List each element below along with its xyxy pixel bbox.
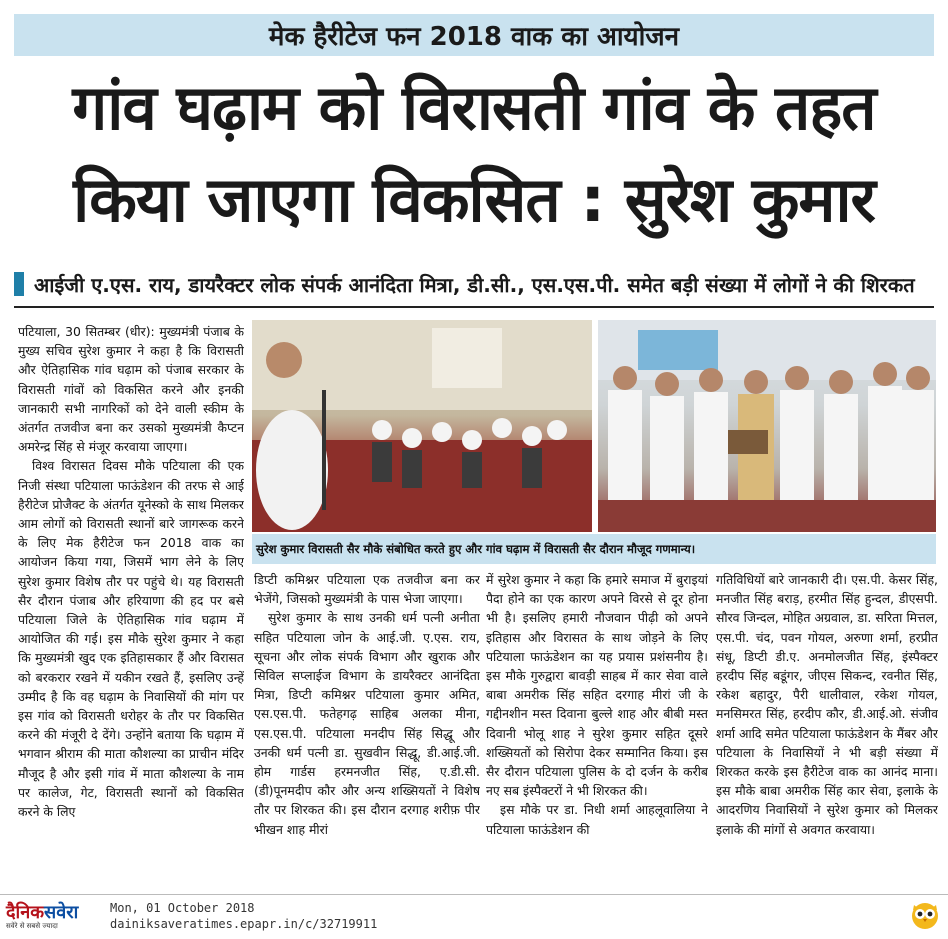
- photo-speech-illustration: [252, 320, 592, 532]
- logo-tagline: सवेरे से सबसे ज्यादा: [6, 922, 58, 930]
- logo-part-1: दैनिक: [6, 902, 45, 923]
- kicker-banner: मेक हैरीटेज फन 2018 वाक का आयोजन: [14, 14, 934, 56]
- edition-meta: [110, 900, 377, 932]
- article-column-4: [716, 570, 938, 882]
- paragraph: गतिविधियों बारे जानकारी दी। एस.पी. केसर सिंह, मनजीत सिंह बराड़, हरमीत सिंह हुन्दल, डीएसपी. सौरव जिन्दल, मोहित अग्रवाल, डा. सरिता मित्तल, एस.पी. चंद, पवन गोयल, अरुणा शर्मा, हरप्रीत संधू, डिप्टी डी.ए. अनमोलजीत सिंह, इंस्पैक्टर हरदीप सिंह बडूंगर, जीएस सिकन्द, रवनीत सिंह, रकेश बहादुर, पैरी धालीवाल, रकेश गोयल, मनसिमरत सिंह, हरदीप कौर, डी.आई.ओ. संजीव शर्मा आदि समेत पटियाला फाऊंडेशन के मैंबर और पटियाला के निवासियों ने भी बड़ी संख्या में शिरकत करके इस हैरीटेज वाक का आनंद माना। इस मौके बाबा अमरीक सिंह कार सेवा, इलाके के आदरणिय निवासियों ने सुरेश कुमार को मिलकर इलाके की मांगों से अवगत करवाया।: [716, 572, 938, 837]
- headline-line-1: गांव घढ़ाम को विरासती गांव के तहत: [72, 71, 876, 144]
- paragraph: सुरेश कुमार के साथ उनकी धर्म पत्नी अनीता सहित पटियाला जोन के आई.जी. ए.एस. राय, सूचना और लोक संपर्क विभाग और खुराक और सिविल सप्लाईज विभाग के डायरैक्टर आनंदिता मित्रा, डिप्टी कमिश्नर पटियाला कुमार अमित, एस.एस.पी. फतेहगढ़ साहिब अलका मीना, एस.एस.पी. पटियाला मनदीप सिंह सिद्धू और उनकी धर्म पत्नी डा. सुखवीन सिद्धू, डी.आई.जी. होम गार्डस हरमनजीत सिंह, ए.डी.सी. (डी)पूनमदीप कौर और अन्य शख्सियतों ने विशेष तौर पर शिरकत की। इस दौरान दरगाह शरीफ़ पीर भीखन शाह मीरां: [254, 610, 480, 837]
- article-column-1: [18, 322, 244, 882]
- deck-bar: [14, 272, 24, 296]
- photo-caption: सुरेश कुमार विरासती सैर मौके संबोधित करते हुए और गांव घढ़ाम में विरासती सैर दौरान मौजूद गणमान्य।: [252, 534, 936, 564]
- article-column-2: [254, 570, 480, 882]
- divider: [14, 306, 934, 308]
- clip-url[interactable]: dainiksaveratimes.epapr.in/c/32719911: [110, 917, 378, 931]
- edition-date: Mon, 01 October 2018: [110, 901, 255, 915]
- logo-part-2: सवेरा: [44, 902, 79, 923]
- paragraph: पटियाला, 30 सितम्बर (धीर): मुख्यमंत्री पंजाब के मुख्य सचिव सुरेश कुमार ने कहा है कि विरासती और ऐतिहासिक गांव घढ़ाम को पंजाब सरकार के विरासती गांवों को विकसित करने और इनकी जानकारी सभी नागरिकों को देने वाली स्कीम के अंतर्गत तजवीज बना कर उसको मुख्यमंत्री कैप्टन अमरेन्द्र सिंह से मंजूर करवाया जाएगा।: [18, 324, 244, 455]
- deck-line: [14, 266, 934, 302]
- paragraph: डिप्टी कमिश्नर पटियाला एक तजवीज बना कर भेजेंगे, जिसको मुख्यमंत्री के पास भेजा जाएगा।: [254, 572, 480, 607]
- photo-speech: [252, 320, 592, 532]
- paragraph: इस मौके पर डा. निधी शर्मा आहलूवालिया ने पटियाला फाऊंडेशन की: [486, 802, 708, 837]
- paragraph: में सुरेश कुमार ने कहा कि हमारे समाज में बुराइयां पैदा होने का एक कारण अपने विरसे से दूर होना भी है। इसलिए हमारी नौजवान पीढ़ी को अपने इतिहास और विरासत के साथ जोड़ने के लिए पटियाला फाऊंडेशन का यह प्रयास प्रशंसनीय है। इस मौके गुरुद्वारा बावड़ी साहब में कार सेवा वाले बाबा अमरीक सिंह सहित दरगाह मीरां जी के गद्दीनशीन मस्त दिवाना बुल्ले शाह और बीबी मस्त दिवानी भोलू शाह ने सुरेश कुमार सहित दूसरे शख्सियतों को सिरोपा देकर सम्मानित किया। इस सैर दौरान पटियाला पुलिस के दो दर्जन के करीब नए सब इंस्पैक्टरों ने भी शिरकत की।: [486, 572, 708, 799]
- owl-icon[interactable]: [910, 900, 940, 930]
- photo-dignitaries-illustration: [598, 320, 936, 532]
- article-column-3: [486, 570, 708, 882]
- paragraph: विश्व विरासत दिवस मौके पटियाला की एक निजी संस्था पटियाला फाऊंडेशन की तरफ से आई हैरीटेज प्रोजैक्ट के अंतर्गत यूनेस्को के साथ मिलकर आम लोगों को विरासती स्थानों बारे जागरूक करने के लिए मेक हैरीटेज फन 2018 वाक का आयोजन किया गया, जिसमें भाग लेने के लिए सुरेश कुमार विशेष तौर पर पहुंचे थे। यह विरासती सैर दौरान पंजाब और हरियाणा की हद पर बसे पटियाला जिले के ऐतिहासिक गांव घढ़ाम में आयोजित की गई। इस मौके सुरेश कुमार ने कहा कि मुख्यमंत्री खुद एक इतिहासकार हैं और विरासत को बरकरार रखने में यकीन रखते हैं, इसलिए उन्हें उम्मीद है कि वह घढ़ाम के निवासियों की मांग पर इस गांव को विरासती धरोहर के तौर पर विकसित करने की मंजूरी दे देंगे। उन्होंने बताया कि घढ़ाम में भगवान श्रीराम की माता कौशल्या का प्राचीन मंदिर मौजूद है और इसी गांव में माता कौशल्या के नाम पर कालेज, गेट, विरासती स्थानों को विकसित करने के लिए: [18, 458, 244, 820]
- deck-text: आईजी ए.एस. राय, डायरैक्टर लोक संपर्क आनंदिता मित्रा, डी.सी., एस.एस.पी. समेत बड़ी संख्या में लोगों ने की शिरकत: [34, 272, 915, 297]
- newspaper-logo[interactable]: [6, 900, 78, 931]
- photo-dignitaries: [598, 320, 936, 532]
- headline-line-2: किया जाएगा विकसित : सुरेश कुमार: [73, 163, 875, 236]
